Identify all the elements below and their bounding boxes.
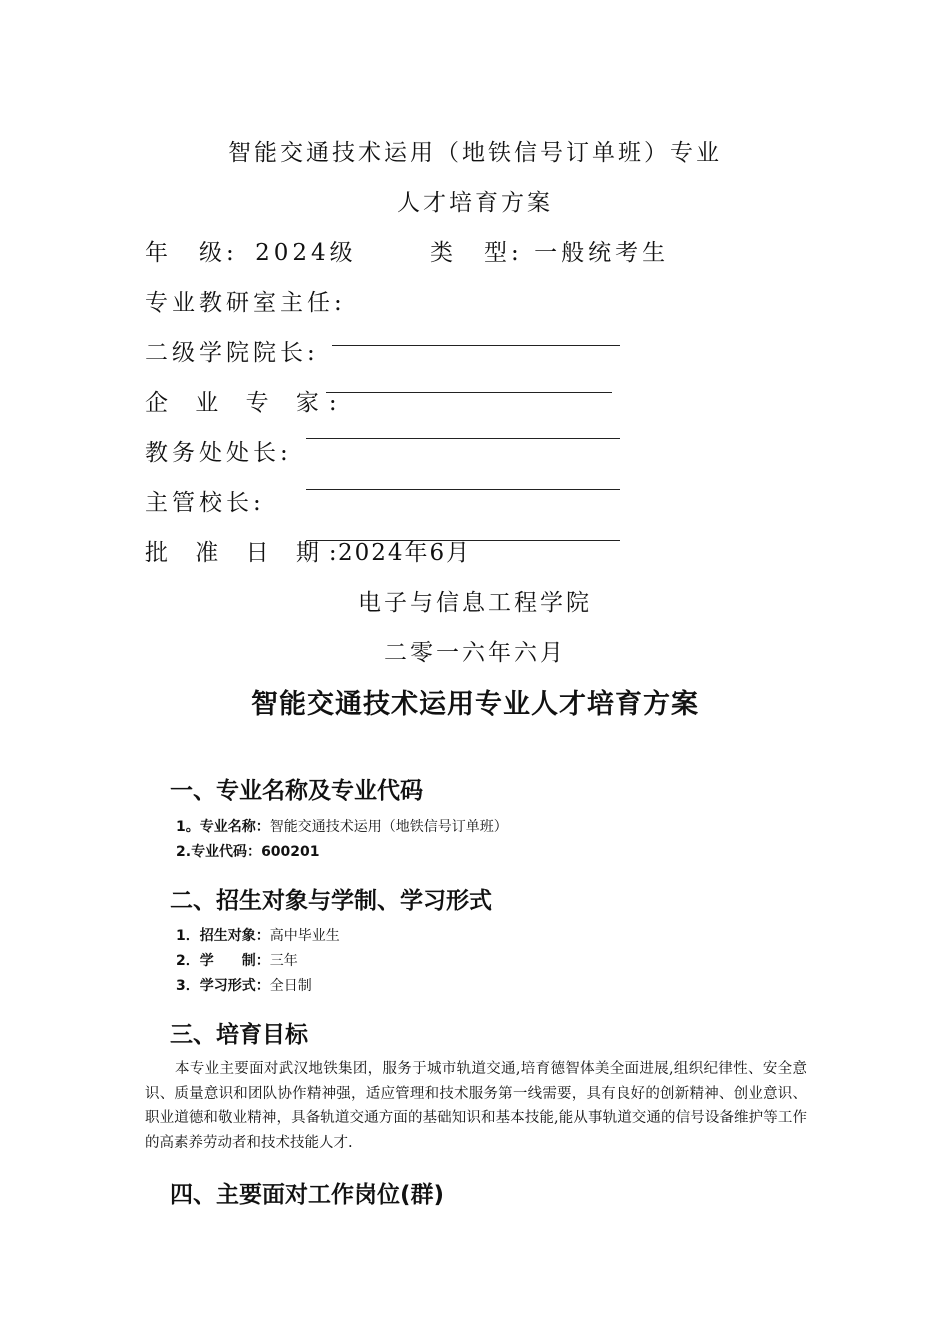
item-prefix: 2． bbox=[176, 953, 200, 969]
grade-field bbox=[145, 234, 357, 267]
list-item bbox=[176, 950, 298, 970]
cover-date: 二零一六年六月 bbox=[384, 640, 566, 666]
approve-date-line bbox=[306, 540, 620, 541]
list-item bbox=[176, 975, 312, 995]
section-1-heading: 一、专业名称及专业代码 bbox=[170, 778, 423, 804]
sign-field-principal: 主管校长: bbox=[145, 490, 265, 516]
document-title: 智能交通技术运用专业人才培育方案 bbox=[251, 689, 699, 720]
expert-signature-line bbox=[326, 392, 612, 393]
academic-affairs-signature-line bbox=[306, 438, 620, 439]
cover-title-line2: 人才培育方案 bbox=[397, 190, 553, 216]
item-value: 高中毕业生 bbox=[269, 928, 340, 944]
type-value: 一般统考生 bbox=[534, 240, 670, 266]
dean-signature-line bbox=[332, 345, 620, 346]
approve-date-label: 批 准 日 期: bbox=[145, 540, 347, 566]
section-3-paragraph: 本专业主要面对武汉地铁集团，服务于城市轨道交通,培育德智体美全面进展,组织纪律性、安全意识、质量意识和团队协作精神强，适应管理和技术服务第一线需要，具有良好的创新精神、创业意识、职业道德和敬业精神，具备轨道交通方面的基础知识和基本技能,能从事轨道交通的信号设备维护等工作的高素养劳动者和技术技能人才. bbox=[145, 1061, 807, 1151]
item-label: 专业代码： bbox=[191, 844, 262, 860]
item-value: 三年 bbox=[269, 953, 298, 969]
item-prefix: 1。 bbox=[176, 819, 200, 835]
type-field bbox=[430, 234, 669, 267]
list-item bbox=[176, 841, 320, 861]
item-prefix: 2. bbox=[176, 844, 192, 860]
principal-signature-line bbox=[306, 489, 620, 490]
grade-value: 2024级 bbox=[255, 240, 357, 266]
item-value: 全日制 bbox=[269, 978, 312, 994]
list-item bbox=[176, 925, 340, 945]
sign-field-expert: 企 业 专 家: bbox=[145, 390, 347, 416]
section-3-heading: 三、培育目标 bbox=[170, 1022, 308, 1048]
item-prefix: 3． bbox=[176, 978, 200, 994]
section-2-heading: 二、招生对象与学制、学习形式 bbox=[170, 888, 492, 914]
sign-field-academic-affairs: 教务处处长: bbox=[145, 440, 292, 466]
type-label: 类 型: bbox=[430, 240, 523, 266]
sign-field-dean: 二级学院院长: bbox=[145, 340, 319, 366]
grade-label: 年 级: bbox=[145, 240, 238, 266]
item-value: 智能交通技术运用（地铁信号订单班） bbox=[269, 819, 508, 835]
approve-date-value: 2024年6月 bbox=[338, 540, 472, 566]
item-prefix: 1． bbox=[176, 928, 200, 944]
cover-title-line1: 智能交通技术运用（地铁信号订单班）专业 bbox=[228, 140, 722, 166]
college-name: 电子与信息工程学院 bbox=[358, 590, 592, 616]
sign-field-teaching-director: 专业教研室主任: bbox=[145, 290, 346, 316]
item-label: 专业名称： bbox=[199, 819, 270, 835]
list-item bbox=[176, 816, 508, 836]
approve-date-field bbox=[145, 534, 347, 567]
item-label: 招生对象： bbox=[199, 928, 270, 944]
item-value: 600201 bbox=[261, 844, 320, 860]
item-label: 学习形式： bbox=[199, 978, 270, 994]
section-4-heading: 四、主要面对工作岗位(群) bbox=[170, 1182, 445, 1208]
item-label: 学 制： bbox=[199, 953, 270, 969]
